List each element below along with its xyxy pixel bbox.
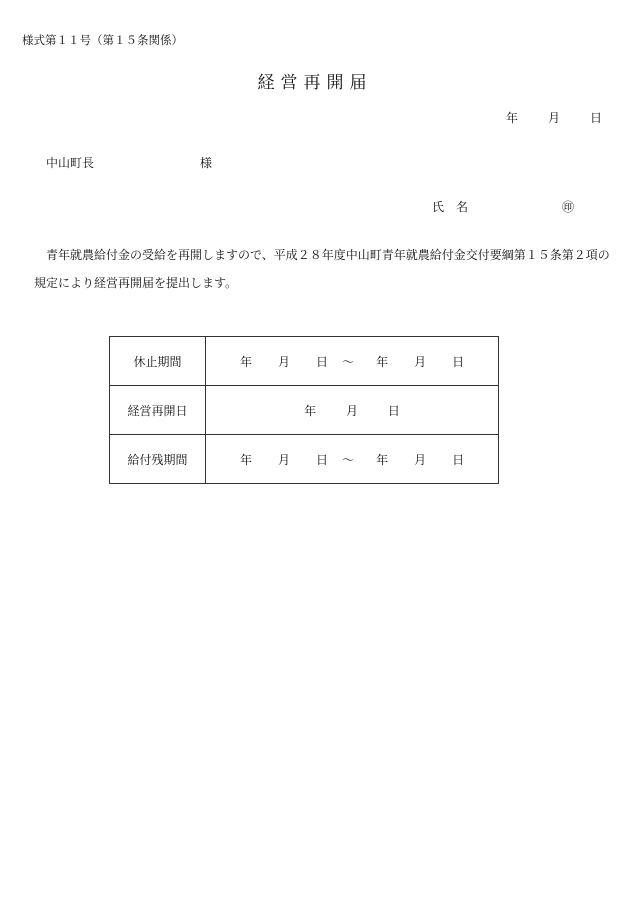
end-year-label: 年 [376, 452, 389, 467]
row-label-suspension-period: 休止期間 [110, 337, 206, 386]
start-year-label: 年 [240, 354, 253, 369]
resume-year-label: 年 [304, 403, 317, 418]
date-day-label: 日 [589, 111, 602, 125]
info-table [109, 336, 499, 484]
applicant-name-label: 氏 名 [432, 200, 469, 214]
body-text-line-1: 青年就農給付金の受給を再開しますので、平成２８年度中山町青年就農給付金交付要綱第１５条第２項の [46, 248, 610, 262]
end-day-label: 日 [452, 452, 465, 467]
start-year-label: 年 [240, 452, 253, 467]
resume-date-value [206, 386, 499, 435]
start-month-label: 月 [278, 354, 291, 369]
date-month-label: 月 [547, 111, 560, 125]
end-month-label: 月 [414, 354, 427, 369]
resume-day-label: 日 [387, 403, 400, 418]
resume-month-label: 月 [345, 403, 358, 418]
table-row [110, 435, 499, 484]
end-year-label: 年 [376, 354, 389, 369]
end-day-label: 日 [452, 354, 465, 369]
addressee-honorific: 様 [200, 156, 213, 170]
table-row [110, 386, 499, 435]
date-year-label: 年 [505, 111, 518, 125]
start-day-label: 日 [316, 354, 329, 369]
remaining-period-value [206, 435, 499, 484]
seal-mark: ㊞ [562, 200, 575, 214]
table-row [110, 337, 499, 386]
range-tilde: ～ [342, 354, 355, 369]
start-day-label: 日 [316, 452, 329, 467]
range-tilde: ～ [342, 452, 355, 467]
addressee-name: 中山町長 [46, 156, 95, 170]
start-month-label: 月 [278, 452, 291, 467]
row-label-resume-date: 経営再開日 [110, 386, 206, 435]
form-number: 様式第１１号（第１５条関係） [22, 33, 183, 47]
end-month-label: 月 [414, 452, 427, 467]
submission-date [506, 109, 602, 126]
suspension-period-value [206, 337, 499, 386]
document-title: 経営再開届 [257, 73, 373, 93]
row-label-remaining-period: 給付残期間 [110, 435, 206, 484]
body-text-line-2: 規定により経営再開届を提出します。 [34, 276, 238, 290]
